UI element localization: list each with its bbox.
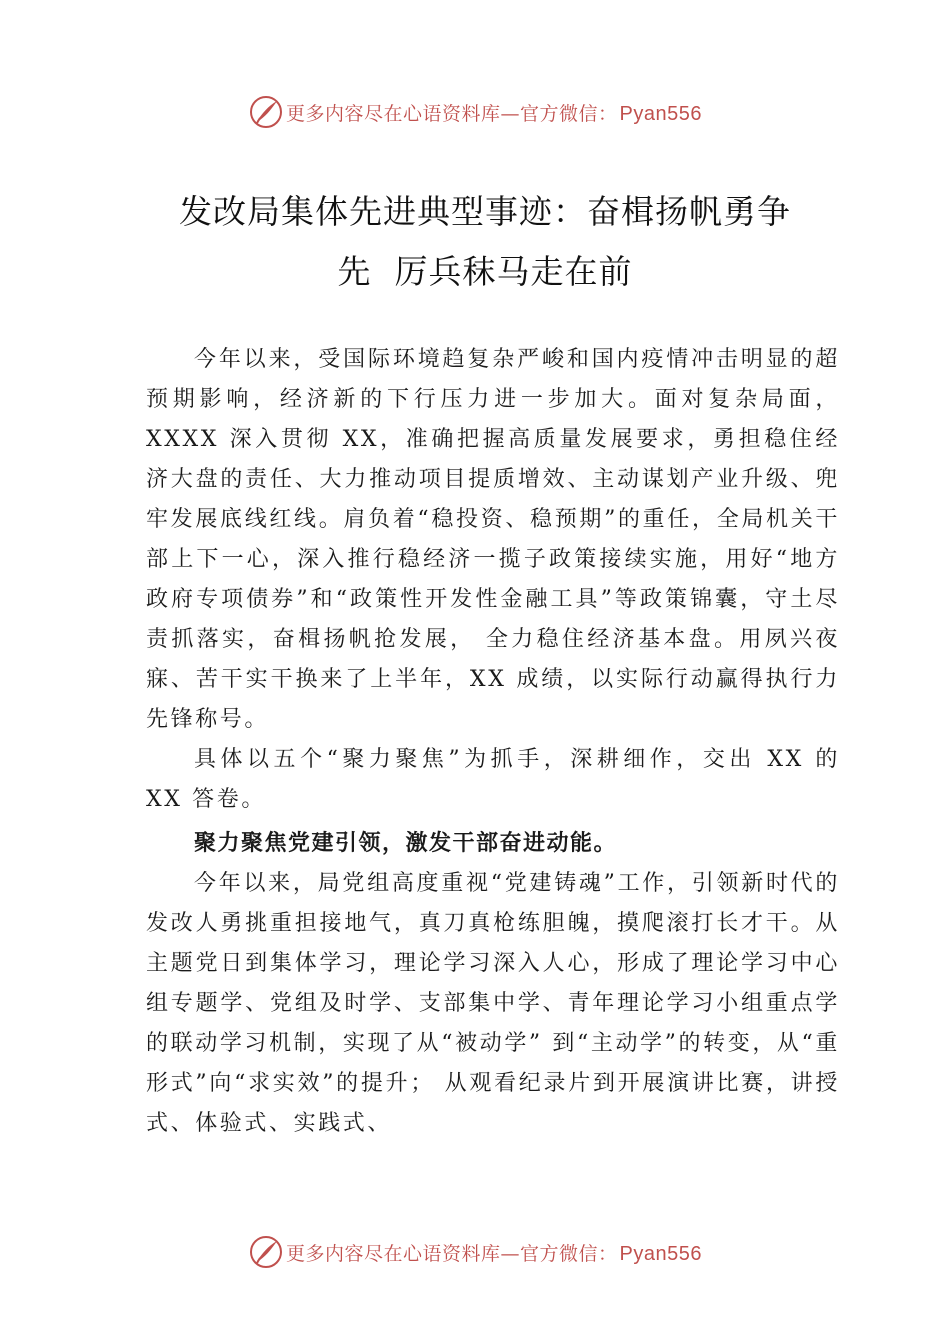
paragraph-1: 今年以来，受国际环境趋复杂严峻和国内疫情冲击明显的超预期影响，经济新的下行压力进一步加大。面对复杂局面，XXXX 深入贯彻 XX，准确把握高质量发展要求，勇担稳住经济大盘的责任、大力推动项目提质增效、主动谋划产业升级、兜牢发展底线红线。肩负着“稳投资、稳预期”的重任，全局机关干部上下一心，深入推行稳经济一揽子政策接续实施，用好“地方政府专项债券”和“政策性开发性金融工具”等政策锦囊，守土尽责抓落实，奋楫扬帆抢发展， 全力稳住经济基本盘。用夙兴夜寐、苦干实干换来了上半年，XX 成绩，以实际行动赢得执行力先锋称号。 bbox=[146, 347, 840, 732]
header-banner bbox=[0, 92, 950, 132]
document-title bbox=[140, 182, 830, 302]
title-line-2: 先 厉兵秣马走在前 bbox=[337, 252, 633, 291]
title-line-1: 发改局集体先进典型事迹：奋楫扬帆勇争 bbox=[179, 192, 791, 231]
banner-text bbox=[286, 1239, 702, 1266]
banner-text bbox=[286, 99, 702, 126]
section-heading: 聚力聚焦党建引领，激发干部奋进动能。 bbox=[194, 831, 618, 856]
paragraph-3: 今年以来，局党组高度重视“党建铸魂”工作，引领新时代的发改人勇挑重担接地气，真刀真枪练胆魄，摸爬滚打长才干。从主题党日到集体学习，理论学习深入人心，形成了理论学习中心组专题学、党组及时学、支部集中学、青年理论学习小组重点学的联动学习机制，实现了从“被动学” 到“主动学”的转变，从“重形式”向“求实效”的提升； 从观看纪录片到开展演讲比赛，讲授式、体验式、实践式、 bbox=[146, 871, 840, 1136]
banner-label: 更多内容尽在心语资料库—官方微信： bbox=[286, 1242, 618, 1265]
wechat-id: Pyan556 bbox=[619, 1242, 702, 1265]
paragraph-2: 具体以五个“聚力聚焦”为抓手，深耕细作，交出 XX 的 XX 答卷。 bbox=[146, 747, 840, 812]
document-body bbox=[146, 340, 840, 1144]
wechat-id: Pyan556 bbox=[619, 102, 702, 125]
feather-pen-logo-icon bbox=[248, 94, 284, 130]
feather-pen-logo-icon bbox=[248, 1234, 284, 1270]
footer-banner bbox=[0, 1232, 950, 1272]
banner-label: 更多内容尽在心语资料库—官方微信： bbox=[286, 102, 618, 125]
